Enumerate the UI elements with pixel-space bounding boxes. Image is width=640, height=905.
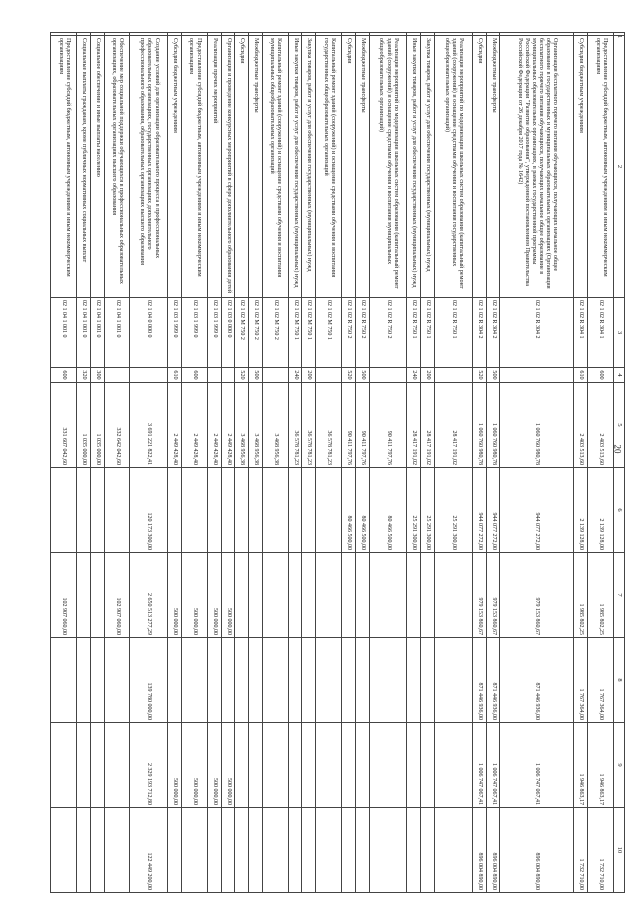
cell-value-10 [434,808,472,893]
cell-value-8 [168,638,182,723]
cell-value-8 [90,638,104,723]
table-row [316,33,342,893]
cell-code: 02 1 02 R 750 1 [421,298,435,368]
cell-value-10 [302,808,316,893]
cell-kvr: 610 [168,368,182,383]
cell-value-8: 871 446 936,00 [500,638,574,723]
cell-value-7: 979 153 860,67 [486,553,500,638]
cell-value-5: 28 417 191,02 [407,383,421,468]
cell-value-8 [434,638,472,723]
cell-value-8 [249,638,263,723]
cell-kvr: 500 [355,368,369,383]
cell-name: Реализация мероприятий по модернизации школьных систем образования (капитальный ремонт зданий (сооружений) и оснащение средствами обучения и воспитания муниципальных общеобразовательных организаций) [369,36,407,298]
cell-value-7 [369,553,407,638]
cell-value-9 [302,723,316,808]
cell-kvr: 600 [588,368,614,383]
cell-kvr: 500 [249,368,263,383]
cell-value-5: 36 578 781,23 [302,383,316,468]
cell-kvr: 320 [77,368,91,383]
table-row [51,33,77,893]
cell-value-6: 944 077 272,00 [500,468,574,553]
cell-code: 02 1 02 M 750 1 [302,298,316,368]
rotated-table-container [50,32,625,892]
header-col-8: 8 [614,638,625,723]
cell-value-7: 500 000,00 [207,553,221,638]
header-row [614,33,625,893]
cell-value-7: 2 650 513 277,29 [130,553,168,638]
cell-kvr: 240 [288,368,302,383]
cell-code: 02 1 02 R 750 2 [342,298,356,368]
cell-value-6: 80 466 500,00 [369,468,407,553]
cell-name: Межбюджетные трансферты [249,36,263,298]
cell-code: 02 1 02 M 750 1 [288,298,302,368]
table-row [104,33,130,893]
cell-value-9 [235,723,249,808]
table-row [77,33,91,893]
cell-value-10 [342,808,356,893]
cell-name: Капитальный ремонт зданий (сооружений) и оснащение средствами обучения и воспитания государственных общеобразовательных организаций [316,36,342,298]
cell-value-10 [262,808,288,893]
header-col-7: 7 [614,553,625,638]
table-row [288,33,302,893]
cell-value-8 [316,638,342,723]
header-col-6: 6 [614,468,625,553]
cell-kvr [434,368,472,383]
cell-value-9 [316,723,342,808]
cell-value-6: 944 077 272,00 [472,468,486,553]
cell-value-8 [302,638,316,723]
table-row [434,33,472,893]
cell-value-10 [235,808,249,893]
cell-value-5: 3 468 956,38 [262,383,288,468]
cell-value-7: 500 000,00 [221,553,235,638]
cell-value-6: 25 291 300,00 [434,468,472,553]
cell-value-6 [288,468,302,553]
cell-name: Межбюджетные трансферты [486,36,500,298]
cell-value-5: 1 035 000,00 [77,383,91,468]
cell-value-7 [77,553,91,638]
cell-value-10 [182,808,208,893]
cell-value-10 [168,808,182,893]
cell-kvr: 520 [472,368,486,383]
cell-value-7 [302,553,316,638]
cell-value-10 [355,808,369,893]
cell-value-6: 2 139 128,00 [574,468,588,553]
cell-value-9 [407,723,421,808]
table-row [355,33,369,893]
cell-value-5: 36 578 781,23 [288,383,302,468]
cell-value-9: 1 006 747 067,41 [472,723,486,808]
table-row [168,33,182,893]
cell-value-8 [369,638,407,723]
cell-value-5: 2 449 428,40 [182,383,208,468]
cell-value-10: 1 732 710,00 [588,808,614,893]
cell-value-10 [221,808,235,893]
cell-value-9: 500 000,00 [221,723,235,808]
table-row [421,33,435,893]
cell-value-5: 2 403 513,60 [588,383,614,468]
cell-value-5: 28 417 191,02 [434,383,472,468]
cell-value-9: 1 946 863,17 [574,723,588,808]
table-row [90,33,104,893]
cell-value-7: 979 153 860,67 [472,553,486,638]
table-row [182,33,208,893]
cell-value-7 [342,553,356,638]
cell-name: Предоставление субсидий бюджетным, автономным учреждениям и иным некоммерческим организациям [51,36,77,298]
cell-kvr: 300 [90,368,104,383]
cell-value-9: 1 006 747 067,41 [500,723,574,808]
cell-value-6: 2 139 128,00 [588,468,614,553]
cell-name: Субсидии бюджетным учреждениям [574,36,588,298]
cell-code: 02 1 02 M 750 2 [262,298,288,368]
cell-value-5: 28 417 191,02 [421,383,435,468]
cell-name: Социальные выплаты гражданам, кроме публичных нормативных социальных выплат [77,36,91,298]
cell-value-8 [355,638,369,723]
cell-kvr [369,368,407,383]
cell-value-6: 80 466 500,00 [355,468,369,553]
cell-value-10 [207,808,221,893]
cell-name: Создание условий для организации образовательного процесса в профессиональных образовательных организациях, государственных организациях дополнительного профессионального образования, образовательных организациях высшего образования [130,36,168,298]
cell-code: 02 1 03 1 999 0 [182,298,208,368]
cell-code: 02 1 02 R 750 2 [355,298,369,368]
cell-value-7 [316,553,342,638]
cell-value-10: 896 004 890,00 [472,808,486,893]
cell-value-5: 90 411 797,76 [355,383,369,468]
cell-value-10 [77,808,91,893]
cell-kvr [104,368,130,383]
cell-name: Субсидии [472,36,486,298]
cell-kvr [500,368,574,383]
cell-value-6 [168,468,182,553]
cell-value-9: 500 000,00 [182,723,208,808]
cell-value-10: 896 004 890,00 [500,808,574,893]
cell-kvr [207,368,221,383]
cell-code: 02 1 02 R 750 1 [407,298,421,368]
cell-value-7: 979 153 860,67 [500,553,574,638]
cell-value-5: 90 411 797,76 [342,383,356,468]
cell-value-7 [434,553,472,638]
cell-value-8 [51,638,77,723]
cell-kvr: 200 [421,368,435,383]
cell-value-5: 2 449 428,40 [207,383,221,468]
cell-value-7 [249,553,263,638]
cell-name: Субсидии [342,36,356,298]
cell-value-10 [421,808,435,893]
cell-value-6 [104,468,130,553]
cell-kvr [130,368,168,383]
cell-code: 02 1 02 R 750 2 [369,298,407,368]
cell-value-7 [288,553,302,638]
cell-value-5: 331 607 042,60 [51,383,77,468]
cell-value-5: 36 578 781,23 [316,383,342,468]
cell-value-10: 122 449 200,00 [130,808,168,893]
cell-code: 02 1 04 1 001 0 [90,298,104,368]
cell-value-9: 1 946 863,17 [588,723,614,808]
cell-value-5: 1 060 760 980,78 [486,383,500,468]
cell-value-8 [207,638,221,723]
cell-code: 02 1 02 R 304 2 [500,298,574,368]
table-row [472,33,486,893]
table-row [130,33,168,893]
header-col-1: 1 [614,33,625,36]
cell-kvr: 500 [486,368,500,383]
cell-value-8 [221,638,235,723]
cell-name: Обеспечение мер социальной поддержки обучающихся в профессиональных образовательных организациях, образовательных организациях высшего образования [104,36,130,298]
header-col-9: 9 [614,723,625,808]
header-col-10: 10 [614,808,625,893]
cell-value-9 [342,723,356,808]
cell-value-10 [369,808,407,893]
cell-value-9: 1 006 747 067,41 [486,723,500,808]
cell-value-10 [407,808,421,893]
cell-value-5: 1 060 760 980,78 [500,383,574,468]
cell-value-9 [51,723,77,808]
cell-value-8 [77,638,91,723]
cell-value-8: 1 767 364,00 [574,638,588,723]
cell-value-5: 332 642 042,60 [104,383,130,468]
cell-value-6: 120 173 300,00 [130,468,168,553]
table-row [221,33,235,893]
cell-value-9: 2 329 193 712,80 [130,723,168,808]
cell-value-10 [90,808,104,893]
cell-value-6 [316,468,342,553]
cell-value-8 [104,638,130,723]
cell-value-9 [90,723,104,808]
cell-code: 02 1 02 R 304 2 [486,298,500,368]
cell-name: Иные закупки товаров, работ и услуг для обеспечения государственных (муниципальных) нужд [288,36,302,298]
cell-value-9 [369,723,407,808]
cell-value-7: 1 985 802,25 [588,553,614,638]
cell-kvr: 520 [342,368,356,383]
cell-value-5: 2 449 428,40 [221,383,235,468]
cell-value-5: 1 060 760 980,78 [472,383,486,468]
cell-value-7: 500 000,00 [182,553,208,638]
cell-name: Иные закупки товаров, работ и услуг для обеспечения государственных (муниципальных) нужд [407,36,421,298]
cell-value-9 [421,723,435,808]
cell-name: Социальное обеспечение и иные выплаты населению [90,36,104,298]
table-row [302,33,316,893]
cell-value-10: 896 004 890,00 [486,808,500,893]
cell-value-7 [421,553,435,638]
cell-code: 02 1 03 0 000 0 [221,298,235,368]
table-row [249,33,263,893]
cell-value-7: 500 000,00 [168,553,182,638]
cell-name: Реализация мероприятий по модернизации школьных систем образования (капитальный ремонт зданий (сооружений) и оснащение средствами обучения и воспитания государственных общеобразовательных организаций) [434,36,472,298]
cell-value-5: 3 691 221 822,41 [130,383,168,468]
cell-value-5: 3 468 956,38 [249,383,263,468]
cell-value-5: 2 449 428,40 [168,383,182,468]
table-row [574,33,588,893]
header-col-5: 5 [614,383,625,468]
cell-value-6 [90,468,104,553]
cell-value-10 [249,808,263,893]
cell-value-6 [302,468,316,553]
cell-kvr [262,368,288,383]
cell-value-6 [51,468,77,553]
cell-code: 02 1 02 R 304 2 [472,298,486,368]
table-row [588,33,614,893]
cell-code: 02 1 02 M 750 1 [316,298,342,368]
cell-value-7: 1 985 802,25 [574,553,588,638]
cell-value-8: 871 446 936,00 [472,638,486,723]
cell-value-10 [316,808,342,893]
cell-value-8: 1 767 364,00 [588,638,614,723]
table-row [500,33,574,893]
cell-value-5: 90 411 797,76 [369,383,407,468]
cell-code: 02 1 03 1 999 0 [207,298,221,368]
cell-kvr: 600 [182,368,208,383]
cell-kvr: 240 [407,368,421,383]
cell-value-8: 139 780 000,00 [130,638,168,723]
table-row [235,33,249,893]
cell-name: Закупка товаров, работ и услуг для обеспечения государственных (муниципальных) нужд [302,36,316,298]
cell-kvr: 600 [51,368,77,383]
cell-name: Субсидии [235,36,249,298]
cell-value-6 [235,468,249,553]
cell-value-9 [434,723,472,808]
cell-value-10 [104,808,130,893]
cell-kvr [316,368,342,383]
cell-name: Предоставление субсидий бюджетным, автономным учреждениям и иным некоммерческим организациям [182,36,208,298]
table-row [486,33,500,893]
cell-value-9 [355,723,369,808]
cell-value-9 [262,723,288,808]
cell-value-6 [262,468,288,553]
cell-value-6: 80 466 500,00 [342,468,356,553]
cell-name: Капитальный ремонт зданий (сооружений) и оснащение средствами обучения и воспитания муниципальных общеобразовательных организаций [262,36,288,298]
cell-name: Организация бесплатного горячего питания обучающихся, получающих начальное общее образование в государственных и муниципальных образовательных организациях (Организация бесплатного горячего питания обучающихся, получающих начальное общее образование в муниципальных образовательных организациях, в рамках государственной программы Российской Федерации "Развитие образования", утвержденной постановлением Правительства Российской Федерации от 26 декабря 2017 года № 1642) [500,36,574,298]
cell-value-6: 944 077 272,00 [486,468,500,553]
cell-value-7: 102 907 060,00 [51,553,77,638]
table-row [369,33,407,893]
table-row [262,33,288,893]
cell-name: Реализация прочих мероприятий [207,36,221,298]
cell-value-10 [288,808,302,893]
cell-value-5: 1 035 000,00 [90,383,104,468]
cell-value-6: 25 291 300,00 [407,468,421,553]
cell-name: Организация и проведение конкурсных мероприятий в сфере дополнительного образования детей [221,36,235,298]
cell-name: Субсидии бюджетным учреждениям [168,36,182,298]
cell-kvr [221,368,235,383]
cell-code: 02 1 02 M 750 2 [235,298,249,368]
cell-kvr: 610 [574,368,588,383]
cell-value-9: 500 000,00 [207,723,221,808]
cell-value-5: 2 403 513,60 [574,383,588,468]
cell-kvr: 200 [302,368,316,383]
cell-value-6 [221,468,235,553]
cell-value-9 [104,723,130,808]
cell-code: 02 1 04 1 001 0 [104,298,130,368]
cell-value-10: 1 732 710,00 [574,808,588,893]
cell-value-6 [207,468,221,553]
cell-name: Межбюджетные трансферты [355,36,369,298]
header-col-3: 3 [614,298,625,368]
cell-value-8 [342,638,356,723]
cell-value-7: 102 907 060,00 [104,553,130,638]
cell-name: Закупка товаров, работ и услуг для обеспечения государственных (муниципальных) нужд [421,36,435,298]
header-col-4: 4 [614,368,625,383]
cell-value-8 [235,638,249,723]
cell-value-8 [407,638,421,723]
table-row [407,33,421,893]
cell-value-9 [249,723,263,808]
cell-value-5: 3 468 956,38 [235,383,249,468]
cell-value-9: 500 000,00 [168,723,182,808]
cell-value-8 [421,638,435,723]
cell-code: 02 1 02 R 750 1 [434,298,472,368]
cell-value-9 [288,723,302,808]
cell-value-9 [77,723,91,808]
cell-code: 02 1 02 R 304 1 [588,298,614,368]
cell-value-7 [235,553,249,638]
cell-code: 02 1 04 1 001 0 [51,298,77,368]
cell-value-8: 871 446 936,00 [486,638,500,723]
cell-value-6: 25 291 300,00 [421,468,435,553]
cell-value-8 [182,638,208,723]
cell-code: 02 1 04 1 001 0 [77,298,91,368]
cell-value-7 [355,553,369,638]
cell-code: 02 1 02 M 750 2 [249,298,263,368]
budget-table [50,32,625,893]
cell-value-8 [288,638,302,723]
table-row [207,33,221,893]
table-body [51,33,614,893]
cell-value-10 [51,808,77,893]
header-col-2: 2 [614,36,625,298]
cell-value-7 [90,553,104,638]
cell-value-8 [262,638,288,723]
cell-value-6 [249,468,263,553]
table-row [342,33,356,893]
cell-value-7 [262,553,288,638]
cell-code: 02 1 04 0 000 0 [130,298,168,368]
cell-code: 02 1 03 1 999 0 [168,298,182,368]
cell-value-6 [77,468,91,553]
cell-value-7 [407,553,421,638]
page-number: 20 [612,444,623,454]
cell-kvr: 520 [235,368,249,383]
cell-value-6 [182,468,208,553]
cell-name: Предоставление субсидий бюджетным, автономным учреждениям и иным некоммерческим организациям [588,36,614,298]
cell-code: 02 1 02 R 304 1 [574,298,588,368]
